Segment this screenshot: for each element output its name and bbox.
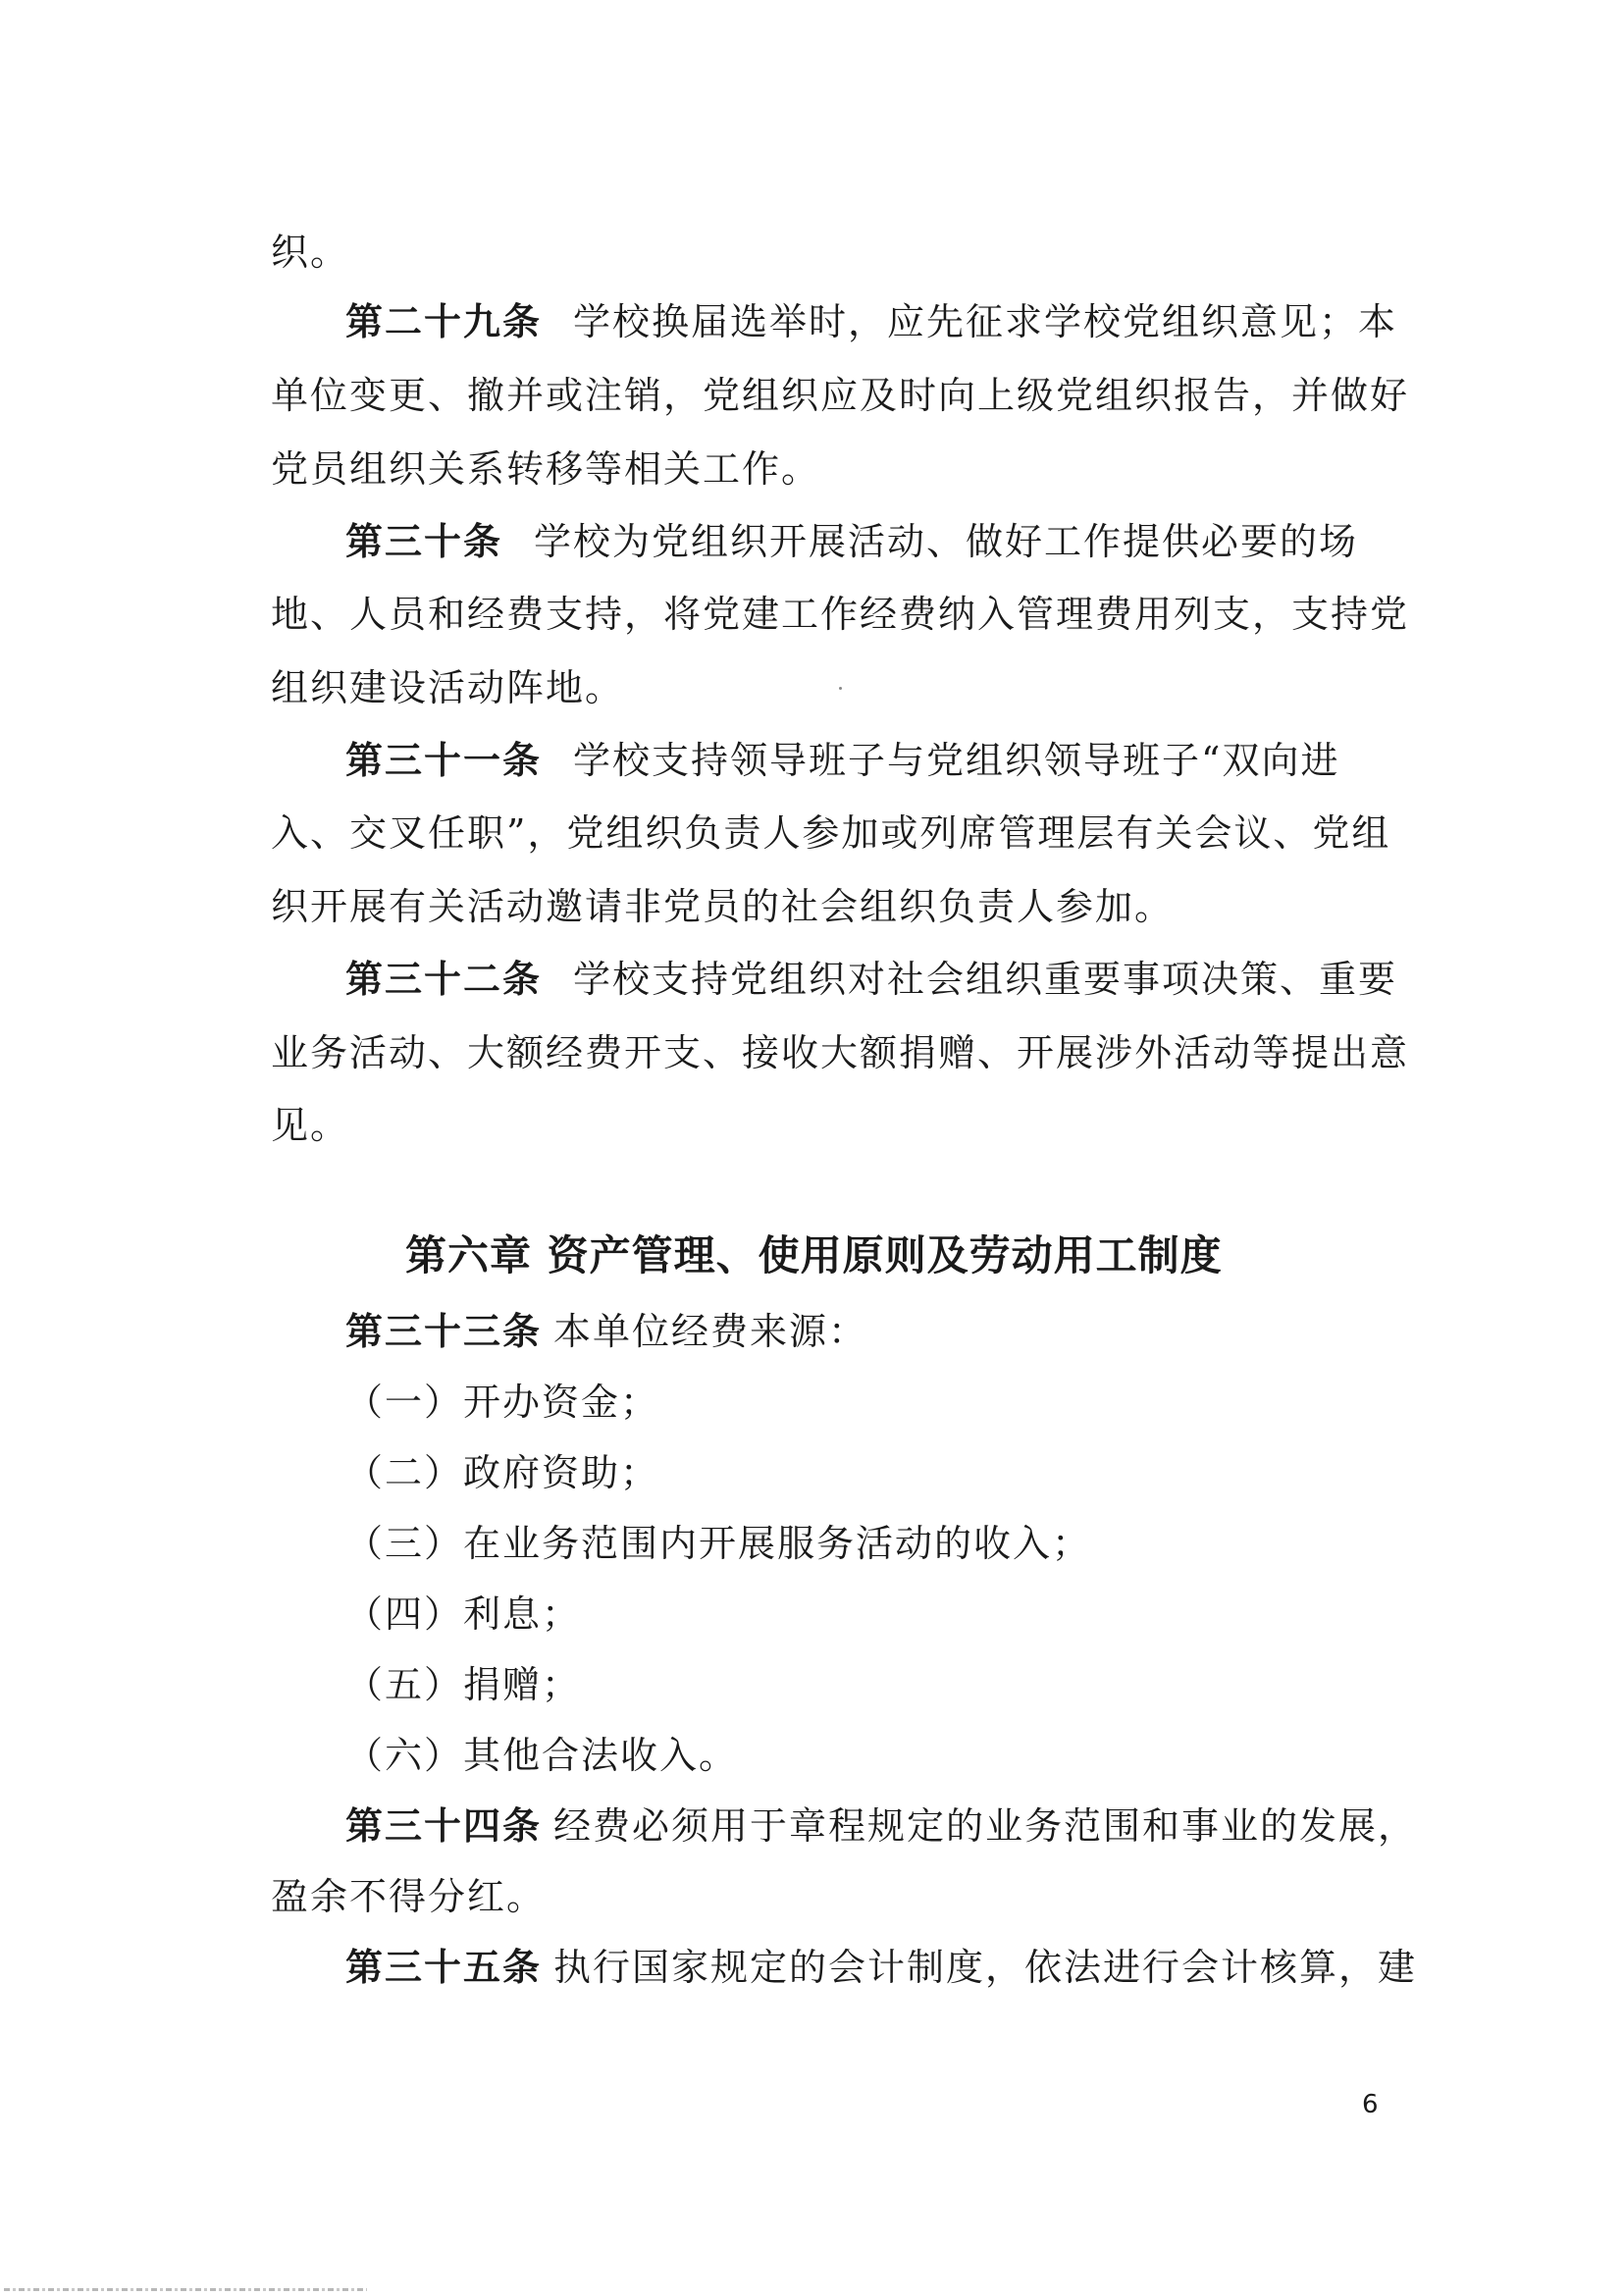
article-35-line-1 (345, 1943, 1417, 1992)
scan-speck (839, 687, 842, 690)
line-text: 学校支持党组织对社会组织重要事项决策、重要 (573, 958, 1398, 1001)
article-29-line-3 (271, 444, 820, 494)
article-30-line-3 (271, 663, 624, 712)
article-32-line-3 (271, 1101, 349, 1150)
line-text: （五）捐赠； (345, 1663, 582, 1706)
list-item (345, 1590, 581, 1639)
line-text: 入、交叉任职”，党组织负责人参加或列席管理层有关会议、党组 (271, 811, 1391, 855)
line-text: 本单位经费来源： (553, 1310, 868, 1353)
line-text: 学校为党组织开展活动、做好工作提供必要的场 (534, 520, 1359, 563)
line-text: （六）其他合法收入。 (345, 1734, 739, 1777)
article-29-line-2 (271, 371, 1409, 420)
article-number: 第二十九条 (345, 300, 543, 343)
article-33-line-1 (345, 1307, 867, 1356)
line-text: （四）利息； (345, 1592, 582, 1636)
page-number: 6 (1362, 2090, 1379, 2119)
list-item (345, 1378, 659, 1427)
article-34-line-2 (271, 1872, 546, 1921)
article-30-line-1 (345, 517, 1358, 566)
line-text: 织。 (271, 231, 350, 274)
article-number: 第三十五条 (345, 1946, 543, 1989)
article-number: 第三十二条 (345, 958, 543, 1001)
article-number: 第三十一条 (345, 739, 543, 782)
article-number: 第三十三条 (345, 1310, 543, 1353)
scan-artifact-strip (4, 2288, 367, 2291)
article-34-line-1 (345, 1801, 1417, 1851)
line-text: 见。 (271, 1104, 350, 1147)
line-text: 学校换届选举时，应先征求学校党组织意见；本 (573, 300, 1398, 343)
line-text: 织开展有关活动邀请非党员的社会组织负责人参加。 (271, 885, 1175, 928)
line-text: （一）开办资金； (345, 1381, 660, 1424)
article-31-line-2 (271, 809, 1390, 858)
line-text: 经费必须用于章程规定的业务范围和事业的发展， (553, 1804, 1418, 1848)
article-32-line-2 (271, 1028, 1409, 1077)
line-text: 学校支持领导班子与党组织领导班子“双向进 (573, 739, 1340, 782)
line-text: 单位变更、撤并或注销，党组织应及时向上级党组织报告，并做好 (271, 374, 1410, 417)
line-text: 地、人员和经费支持，将党建工作经费纳入管理费用列支，支持党 (271, 593, 1410, 636)
article-number: 第三十条 (345, 520, 503, 563)
article-30-line-2 (271, 590, 1409, 639)
line-text: 党员组织关系转移等相关工作。 (271, 447, 821, 491)
list-item (345, 1448, 659, 1497)
line-text: （二）政府资助； (345, 1451, 660, 1494)
line-text: 组织建设活动阵地。 (271, 666, 625, 709)
chapter-heading: 第六章 资产管理、使用原则及劳动用工制度 (405, 1231, 1223, 1279)
line-text: 执行国家规定的会计制度，依法进行会计核算，建 (553, 1946, 1418, 1989)
text-line (271, 228, 349, 277)
line-text: 业务活动、大额经费开支、接收大额捐赠、开展涉外活动等提出意 (271, 1031, 1410, 1074)
article-31-line-3 (271, 882, 1174, 931)
article-31-line-1 (345, 736, 1339, 785)
line-text: 盈余不得分红。 (271, 1875, 547, 1918)
list-item (345, 1519, 1091, 1568)
line-text: （三）在业务范围内开展服务活动的收入； (345, 1522, 1092, 1565)
list-item (345, 1731, 738, 1780)
article-29-line-1 (345, 297, 1397, 346)
article-32-line-1 (345, 955, 1397, 1004)
list-item (345, 1660, 581, 1709)
article-number: 第三十四条 (345, 1804, 543, 1848)
